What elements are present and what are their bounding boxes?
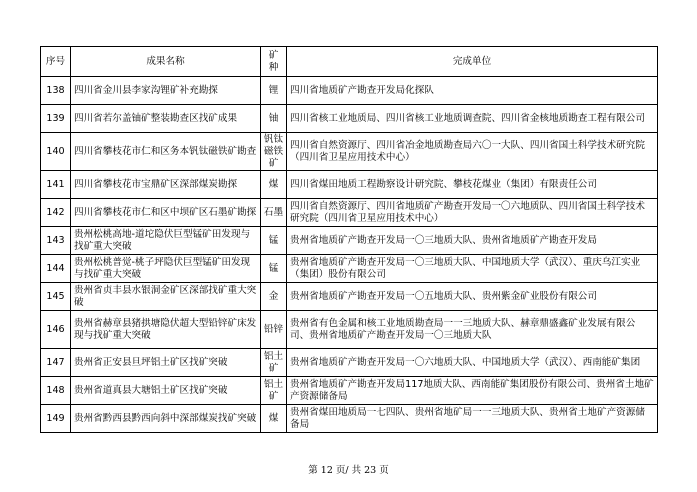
table-row bbox=[41, 133, 658, 171]
table-row bbox=[41, 255, 658, 283]
results-table bbox=[40, 46, 658, 433]
row-mineral: 钒钛磁铁矿 bbox=[261, 133, 287, 171]
table-row bbox=[41, 377, 658, 405]
table-row bbox=[41, 283, 658, 311]
row-mineral: 石墨 bbox=[261, 199, 287, 227]
row-unit: 四川省自然资源厅、四川省地质矿产勘查开发局一〇六地质队、四川省国土科学技术研究院（四川省卫星应用技术中心） bbox=[287, 199, 658, 227]
table-row bbox=[41, 227, 658, 255]
row-no: 149 bbox=[41, 405, 71, 433]
row-no: 148 bbox=[41, 377, 71, 405]
row-mineral: 铝土矿 bbox=[261, 349, 287, 377]
row-no: 144 bbox=[41, 255, 71, 283]
row-name: 四川省若尔盖铀矿整装勘查区找矿成果 bbox=[71, 105, 261, 133]
row-unit: 贵州省地质矿产勘查开发局一〇六地质大队、中国地质大学（武汉）、西南能矿集团 bbox=[287, 349, 658, 377]
table-row bbox=[41, 171, 658, 199]
row-unit: 四川省地质矿产勘查开发局化探队 bbox=[287, 77, 658, 105]
row-unit: 四川省自然资源厅、四川省冶金地质勘查局六〇一大队、四川省国土科学技术研究院（四川省卫星应用技术中心） bbox=[287, 133, 658, 171]
table-row bbox=[41, 105, 658, 133]
header-mineral: 矿种 bbox=[261, 47, 287, 77]
row-unit: 贵州省地质矿产勘查开发局117地质大队、西南能矿集团股份有限公司、贵州省土地矿产资源储备局 bbox=[287, 377, 658, 405]
row-mineral: 煤 bbox=[261, 171, 287, 199]
row-no: 142 bbox=[41, 199, 71, 227]
row-name: 贵州省贞丰县水银洞金矿区深部找矿重大突破 bbox=[71, 283, 261, 311]
row-mineral: 煤 bbox=[261, 405, 287, 433]
table-row bbox=[41, 199, 658, 227]
row-name: 四川省攀枝花市宝鼎矿区深部煤炭勘探 bbox=[71, 171, 261, 199]
header-no: 序号 bbox=[41, 47, 71, 77]
row-no: 146 bbox=[41, 311, 71, 349]
table-row bbox=[41, 349, 658, 377]
row-name: 四川省金川县李家沟锂矿补充勘探 bbox=[71, 77, 261, 105]
page-number: 第 12 页/ 共 23 页 bbox=[308, 465, 389, 476]
row-unit: 贵州省有色金属和核工业地质勘查局一一三地质大队、赫章鼎盛鑫矿业发展有限公司、贵州省地质矿产勘查开发局一〇三地质大队 bbox=[287, 311, 658, 349]
row-unit: 四川省核工业地质局、四川省核工业地质调查院、四川省金核地质勘查工程有限公司 bbox=[287, 105, 658, 133]
row-name: 贵州松桃高地-道坨隐伏巨型锰矿田发现与找矿重大突破 bbox=[71, 227, 261, 255]
row-name: 四川省攀枝花市仁和区中坝矿区石墨矿勘探 bbox=[71, 199, 261, 227]
row-mineral: 锰 bbox=[261, 255, 287, 283]
row-name: 贵州省黔西县黔西向斜中深部煤炭找矿突破 bbox=[71, 405, 261, 433]
row-name: 贵州省正安县旦坪铝土矿区找矿突破 bbox=[71, 349, 261, 377]
row-mineral: 金 bbox=[261, 283, 287, 311]
row-no: 140 bbox=[41, 133, 71, 171]
header-unit: 完成单位 bbox=[287, 47, 658, 77]
row-name: 四川省攀枝花市仁和区务本钒钛磁铁矿勘查 bbox=[71, 133, 261, 171]
row-no: 145 bbox=[41, 283, 71, 311]
row-mineral: 铝土矿 bbox=[261, 377, 287, 405]
row-name: 贵州省道真县大塘铝土矿区找矿突破 bbox=[71, 377, 261, 405]
header-name: 成果名称 bbox=[71, 47, 261, 77]
row-unit: 四川省煤田地质工程勘察设计研究院、攀枝花煤业（集团）有限责任公司 bbox=[287, 171, 658, 199]
row-mineral: 铀 bbox=[261, 105, 287, 133]
table-row bbox=[41, 405, 658, 433]
table-row bbox=[41, 77, 658, 105]
row-name: 贵州省赫章县猪拱塘隐伏超大型铅锌矿床发现与找矿重大突破 bbox=[71, 311, 261, 349]
row-mineral: 锂 bbox=[261, 77, 287, 105]
row-unit: 贵州省地质矿产勘查开发局一〇五地质大队、贵州紫金矿业股份有限公司 bbox=[287, 283, 658, 311]
table-header-row bbox=[41, 47, 658, 77]
row-unit: 贵州省地质矿产勘查开发局一〇三地质大队、中国地质大学（武汉）、重庆乌江实业（集团）股份有限公司 bbox=[287, 255, 658, 283]
row-mineral: 铅锌 bbox=[261, 311, 287, 349]
row-no: 138 bbox=[41, 77, 71, 105]
row-no: 143 bbox=[41, 227, 71, 255]
row-unit: 贵州省煤田地质局一七四队、贵州省地矿局一一三地质大队、贵州省土地矿产资源储备局 bbox=[287, 405, 658, 433]
row-mineral: 锰 bbox=[261, 227, 287, 255]
row-no: 141 bbox=[41, 171, 71, 199]
table-row bbox=[41, 311, 658, 349]
row-no: 147 bbox=[41, 349, 71, 377]
row-name: 贵州松桃普觉-桃子坪隐伏巨型锰矿田发现与找矿重大突破 bbox=[71, 255, 261, 283]
row-no: 139 bbox=[41, 105, 71, 133]
row-unit: 贵州省地质矿产勘查开发局一〇三地质大队、贵州省地质矿产勘查开发局 bbox=[287, 227, 658, 255]
